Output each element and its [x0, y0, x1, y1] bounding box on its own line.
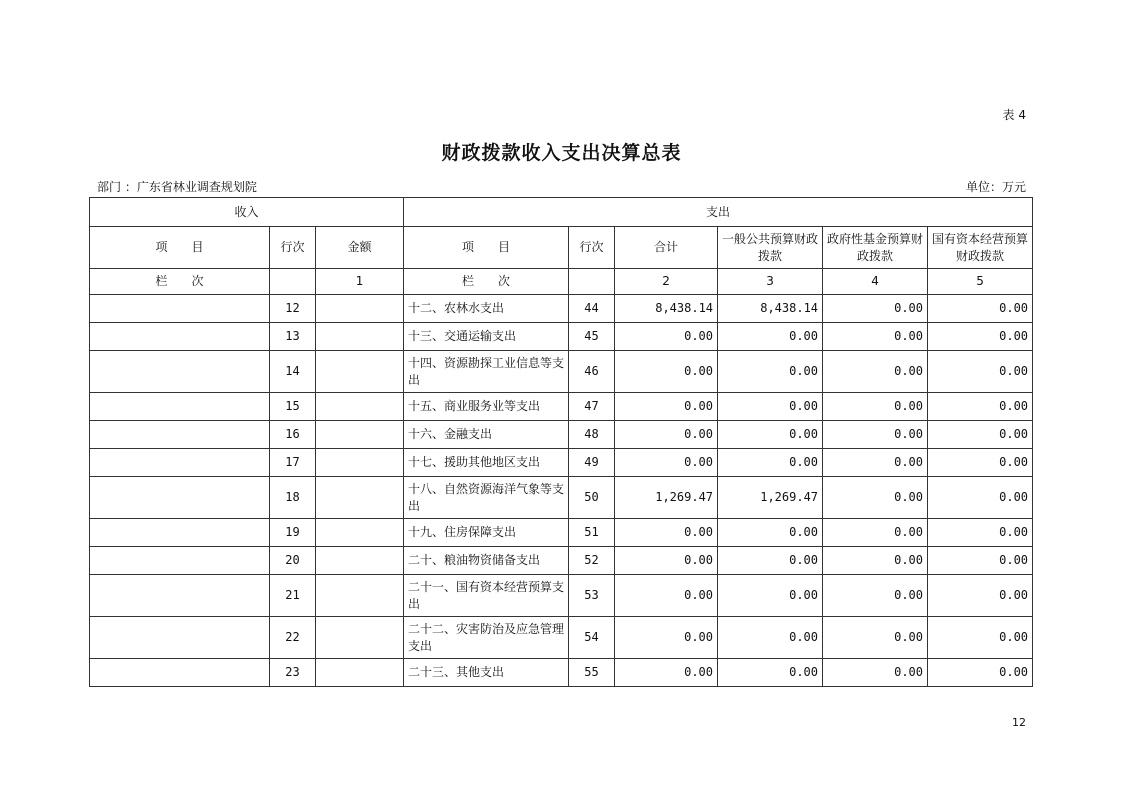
- table-row: [90, 519, 1033, 547]
- general-budget-cell: 0.00: [718, 421, 823, 449]
- empty-cell: [270, 269, 316, 295]
- expense-line-cell: 54: [569, 617, 615, 659]
- income-amount-cell: [316, 323, 404, 351]
- total-cell: 0.00: [615, 519, 718, 547]
- state-capital-cell: 0.00: [928, 323, 1033, 351]
- header-row-column-numbers: [90, 269, 1033, 295]
- total-cell: 0.00: [615, 575, 718, 617]
- total-cell: 0.00: [615, 351, 718, 393]
- total-cell: 0.00: [615, 617, 718, 659]
- total-cell: 0.00: [615, 323, 718, 351]
- gov-fund-cell: 0.00: [823, 323, 928, 351]
- expense-item-cell: 二十、粮油物资储备支出: [404, 547, 569, 575]
- total-cell: 0.00: [615, 449, 718, 477]
- general-budget-header: 一般公共预算财政拨款: [718, 227, 823, 269]
- income-line-header: 行次: [270, 227, 316, 269]
- general-budget-cell: 0.00: [718, 449, 823, 477]
- gov-fund-cell: 0.00: [823, 617, 928, 659]
- income-item-cell: [90, 477, 270, 519]
- expense-item-cell: 十五、商业服务业等支出: [404, 393, 569, 421]
- income-line-cell: 16: [270, 421, 316, 449]
- general-budget-cell: 0.00: [718, 659, 823, 687]
- table-row: [90, 323, 1033, 351]
- unit-label: 单位：万元: [965, 180, 1026, 194]
- expense-item-header: 项 目: [404, 227, 569, 269]
- gov-fund-cell: 0.00: [823, 547, 928, 575]
- gov-fund-cell: 0.00: [823, 421, 928, 449]
- total-cell: 8,438.14: [615, 295, 718, 323]
- general-budget-cell: 1,269.47: [718, 477, 823, 519]
- state-capital-cell: 0.00: [928, 477, 1033, 519]
- state-capital-cell: 0.00: [928, 421, 1033, 449]
- expense-item-cell: 十七、援助其他地区支出: [404, 449, 569, 477]
- page-number: 12: [1012, 716, 1026, 729]
- income-header: 收入: [90, 198, 404, 227]
- page-title: 财政拨款收入支出决算总表: [441, 142, 682, 164]
- income-amount-cell: [316, 547, 404, 575]
- total-cell: 0.00: [615, 421, 718, 449]
- expense-item-cell: 十六、金融支出: [404, 421, 569, 449]
- state-capital-header: 国有资本经营预算财政拨款: [928, 227, 1033, 269]
- expense-item-cell: 十三、交通运输支出: [404, 323, 569, 351]
- income-amount-cell: [316, 393, 404, 421]
- table-row: [90, 449, 1033, 477]
- income-line-cell: 15: [270, 393, 316, 421]
- expense-item-cell: 二十一、国有资本经营预算支出: [404, 575, 569, 617]
- income-item-header: 项 目: [90, 227, 270, 269]
- general-budget-cell: 0.00: [718, 575, 823, 617]
- expense-item-cell: 二十三、其他支出: [404, 659, 569, 687]
- general-budget-cell: 8,438.14: [718, 295, 823, 323]
- expense-column-label: 栏 次: [404, 269, 569, 295]
- table-row: [90, 421, 1033, 449]
- gov-fund-cell: 0.00: [823, 519, 928, 547]
- state-capital-cell: 0.00: [928, 393, 1033, 421]
- general-budget-cell: 0.00: [718, 351, 823, 393]
- expense-line-cell: 55: [569, 659, 615, 687]
- table-row: [90, 617, 1033, 659]
- table-row: [90, 547, 1033, 575]
- expense-item-cell: 十二、农林水支出: [404, 295, 569, 323]
- gov-fund-header: 政府性基金预算财政拨款: [823, 227, 928, 269]
- table-row: [90, 477, 1033, 519]
- gov-fund-cell: 0.00: [823, 449, 928, 477]
- table-row: [90, 295, 1033, 323]
- expense-line-cell: 51: [569, 519, 615, 547]
- state-capital-cell: 0.00: [928, 547, 1033, 575]
- table-row: [90, 351, 1033, 393]
- total-header: 合计: [615, 227, 718, 269]
- header-row-columns: [90, 227, 1033, 269]
- state-capital-cell: 0.00: [928, 659, 1033, 687]
- expense-header: 支出: [404, 198, 1033, 227]
- expense-line-cell: 47: [569, 393, 615, 421]
- income-line-cell: 20: [270, 547, 316, 575]
- income-amount-header: 金额: [316, 227, 404, 269]
- income-item-cell: [90, 575, 270, 617]
- income-line-cell: 14: [270, 351, 316, 393]
- income-amount-cell: [316, 477, 404, 519]
- expense-line-cell: 49: [569, 449, 615, 477]
- gov-fund-cell: 0.00: [823, 393, 928, 421]
- general-budget-cell: 0.00: [718, 617, 823, 659]
- expense-line-cell: 44: [569, 295, 615, 323]
- expense-item-cell: 二十二、灾害防治及应急管理支出: [404, 617, 569, 659]
- table-number: 表 4: [1002, 108, 1026, 122]
- income-item-cell: [90, 421, 270, 449]
- col-5-label: 5: [928, 269, 1033, 295]
- state-capital-cell: 0.00: [928, 519, 1033, 547]
- income-amount-cell: [316, 295, 404, 323]
- income-line-cell: 17: [270, 449, 316, 477]
- income-line-cell: 22: [270, 617, 316, 659]
- table-row: [90, 575, 1033, 617]
- gov-fund-cell: 0.00: [823, 477, 928, 519]
- income-amount-cell: [316, 575, 404, 617]
- state-capital-cell: 0.00: [928, 575, 1033, 617]
- expense-line-cell: 52: [569, 547, 615, 575]
- income-item-cell: [90, 323, 270, 351]
- income-item-cell: [90, 351, 270, 393]
- gov-fund-cell: 0.00: [823, 295, 928, 323]
- income-line-cell: 12: [270, 295, 316, 323]
- budget-table: [89, 197, 1033, 687]
- income-item-cell: [90, 617, 270, 659]
- income-item-cell: [90, 547, 270, 575]
- income-column-label: 栏 次: [90, 269, 270, 295]
- expense-line-cell: 45: [569, 323, 615, 351]
- state-capital-cell: 0.00: [928, 295, 1033, 323]
- table-row: [90, 659, 1033, 687]
- income-line-cell: 23: [270, 659, 316, 687]
- income-amount-cell: [316, 449, 404, 477]
- total-cell: 0.00: [615, 393, 718, 421]
- income-amount-cell: [316, 421, 404, 449]
- income-item-cell: [90, 659, 270, 687]
- gov-fund-cell: 0.00: [823, 351, 928, 393]
- expense-line-cell: 50: [569, 477, 615, 519]
- income-item-cell: [90, 393, 270, 421]
- income-line-cell: 21: [270, 575, 316, 617]
- income-amount-cell: [316, 617, 404, 659]
- income-line-cell: 19: [270, 519, 316, 547]
- income-line-cell: 18: [270, 477, 316, 519]
- gov-fund-cell: 0.00: [823, 659, 928, 687]
- income-amount-cell: [316, 351, 404, 393]
- header-row-sections: [90, 198, 1033, 227]
- income-amount-cell: [316, 519, 404, 547]
- expense-line-cell: 48: [569, 421, 615, 449]
- state-capital-cell: 0.00: [928, 449, 1033, 477]
- expense-item-cell: 十八、自然资源海洋气象等支出: [404, 477, 569, 519]
- income-item-cell: [90, 295, 270, 323]
- department-label: 部门 ：广东省林业调查规划院: [97, 180, 257, 194]
- general-budget-cell: 0.00: [718, 323, 823, 351]
- state-capital-cell: 0.00: [928, 617, 1033, 659]
- state-capital-cell: 0.00: [928, 351, 1033, 393]
- income-item-cell: [90, 519, 270, 547]
- col-3-label: 3: [718, 269, 823, 295]
- income-amount-cell: [316, 659, 404, 687]
- expense-line-header: 行次: [569, 227, 615, 269]
- total-cell: 1,269.47: [615, 477, 718, 519]
- total-cell: 0.00: [615, 659, 718, 687]
- total-cell: 0.00: [615, 547, 718, 575]
- expense-line-cell: 53: [569, 575, 615, 617]
- general-budget-cell: 0.00: [718, 547, 823, 575]
- table-row: [90, 393, 1033, 421]
- general-budget-cell: 0.00: [718, 393, 823, 421]
- expense-item-cell: 十四、资源勘探工业信息等支出: [404, 351, 569, 393]
- col-4-label: 4: [823, 269, 928, 295]
- income-item-cell: [90, 449, 270, 477]
- expense-item-cell: 十九、住房保障支出: [404, 519, 569, 547]
- income-line-cell: 13: [270, 323, 316, 351]
- expense-line-cell: 46: [569, 351, 615, 393]
- gov-fund-cell: 0.00: [823, 575, 928, 617]
- general-budget-cell: 0.00: [718, 519, 823, 547]
- col-1-label: 1: [316, 269, 404, 295]
- empty-cell: [569, 269, 615, 295]
- col-2-label: 2: [615, 269, 718, 295]
